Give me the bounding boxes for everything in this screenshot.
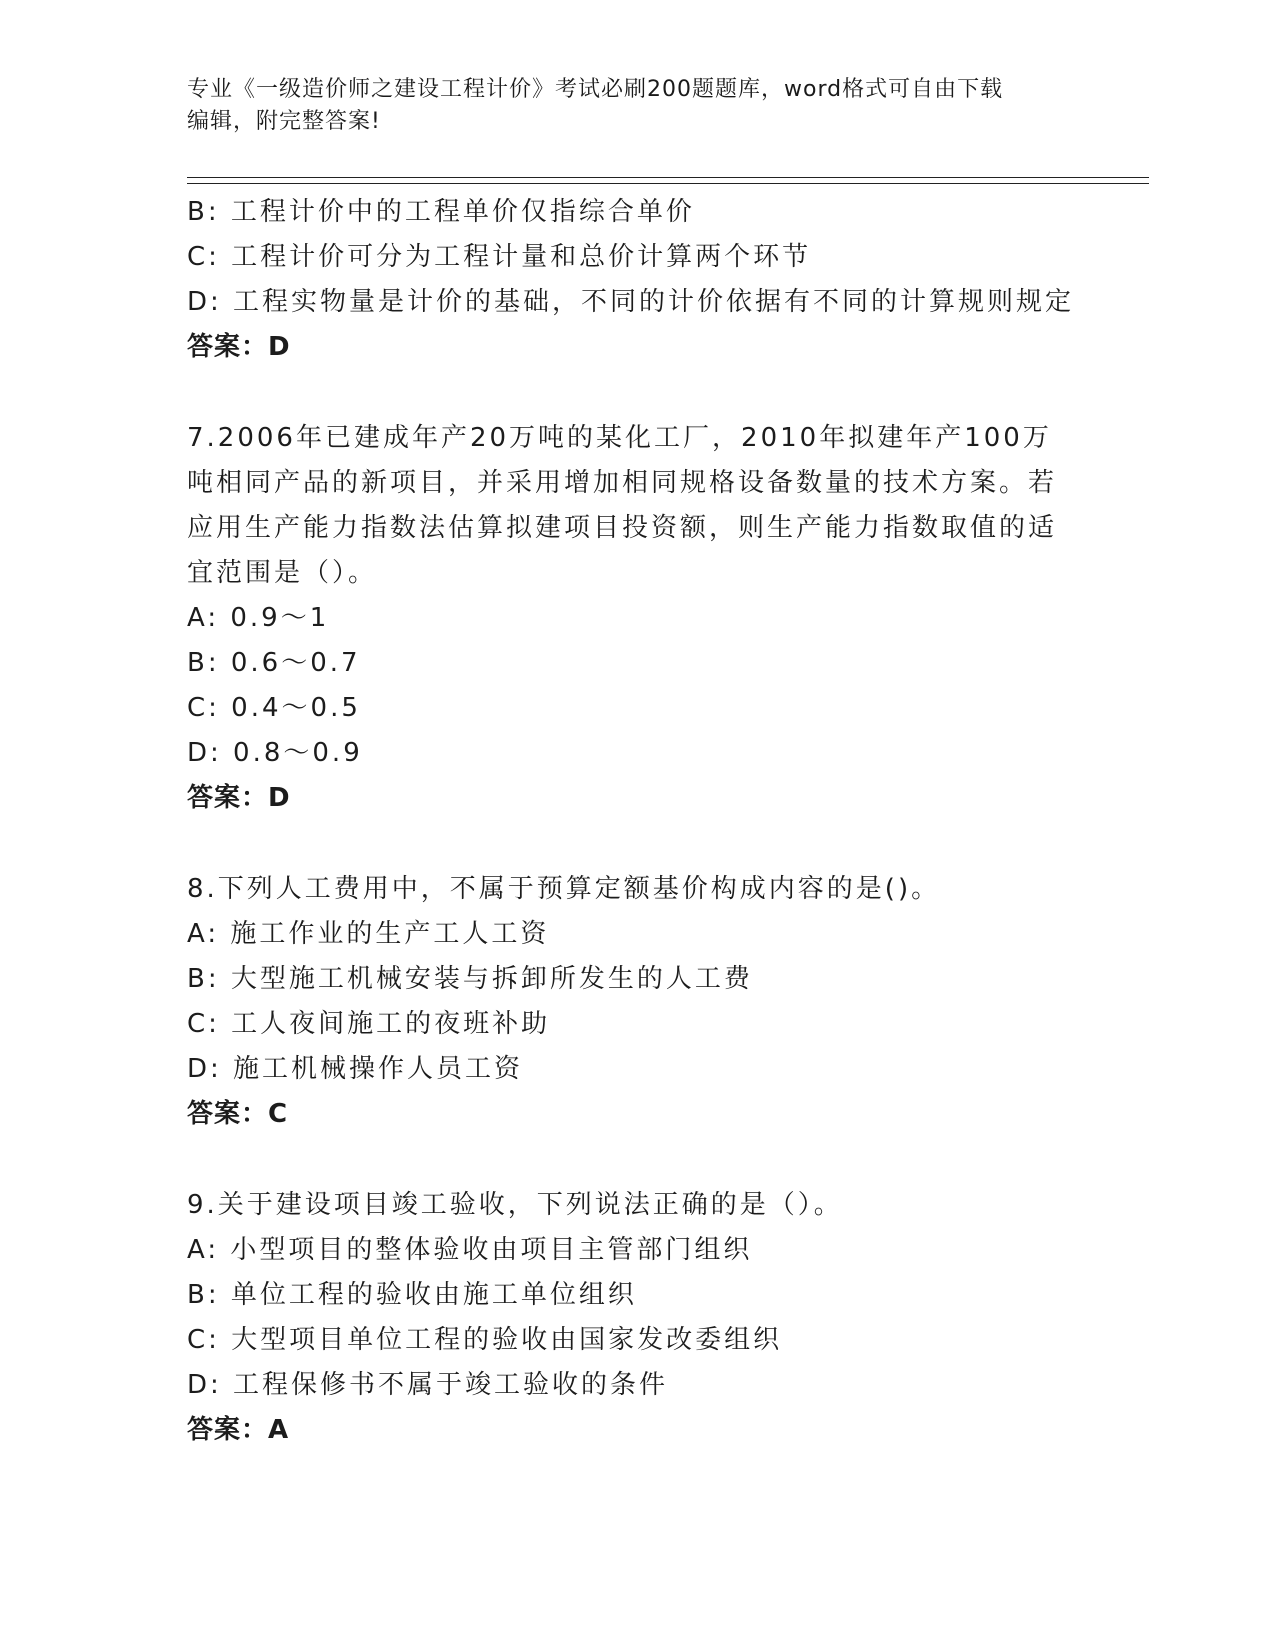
option-b: B: 单位工程的验收由施工单位组织 [187, 1280, 637, 1310]
header-divider-top [187, 177, 1149, 178]
question-8 [187, 867, 1067, 1137]
question-text: 8.下列人工费用中，不属于预算定额基价构成内容的是()。 [187, 874, 941, 904]
option-d: D: 施工机械操作人员工资 [187, 1054, 524, 1084]
option-a: A: 小型项目的整体验收由项目主管部门组织 [187, 1235, 753, 1265]
question-list [187, 190, 1075, 1453]
option-b: B: 大型施工机械安装与拆卸所发生的人工费 [187, 964, 753, 994]
option-d: D: 工程保修书不属于竣工验收的条件 [187, 1370, 669, 1400]
header-title-line-2: 编辑，附完整答案! [187, 109, 381, 134]
question-6-tail [187, 190, 1075, 370]
answer: 答案：D [187, 783, 291, 813]
header-divider-bottom [187, 183, 1149, 184]
option-b: B: 0.6～0.7 [187, 648, 361, 678]
header-title-line-1: 专业《一级造价师之建设工程计价》考试必刷200题题库，word格式可自由下载 [187, 77, 1004, 102]
option-c: C: 工程计价可分为工程计量和总价计算两个环节 [187, 242, 812, 272]
question-text: 9.关于建设项目竣工验收，下列说法正确的是（）。 [187, 1190, 843, 1220]
answer: 答案：C [187, 1099, 289, 1129]
answer: 答案：A [187, 1415, 290, 1445]
option-d: D: 工程实物量是计价的基础，不同的计价依据有不同的计算规则规定 [187, 287, 1075, 317]
option-a: A: 0.9～1 [187, 603, 330, 633]
option-a: A: 施工作业的生产工人工资 [187, 919, 550, 949]
document-header [187, 74, 1067, 138]
question-7 [187, 416, 1067, 821]
question-text: 7.2006年已建成年产20万吨的某化工厂，2010年拟建年产100万吨相同产品的新项目，并采用增加相同规格设备数量的技术方案。若应用生产能力指数法估算拟建项目投资额，则生产能力指数取值的适宜范围是（）。 [187, 423, 1058, 588]
question-9 [187, 1183, 1067, 1453]
option-c: C: 大型项目单位工程的验收由国家发改委组织 [187, 1325, 783, 1355]
option-c: C: 0.4～0.5 [187, 693, 361, 723]
answer: 答案：D [187, 332, 291, 362]
option-c: C: 工人夜间施工的夜班补助 [187, 1009, 551, 1039]
option-d: D: 0.8～0.9 [187, 738, 363, 768]
option-b: B: 工程计价中的工程单价仅指综合单价 [187, 197, 695, 227]
